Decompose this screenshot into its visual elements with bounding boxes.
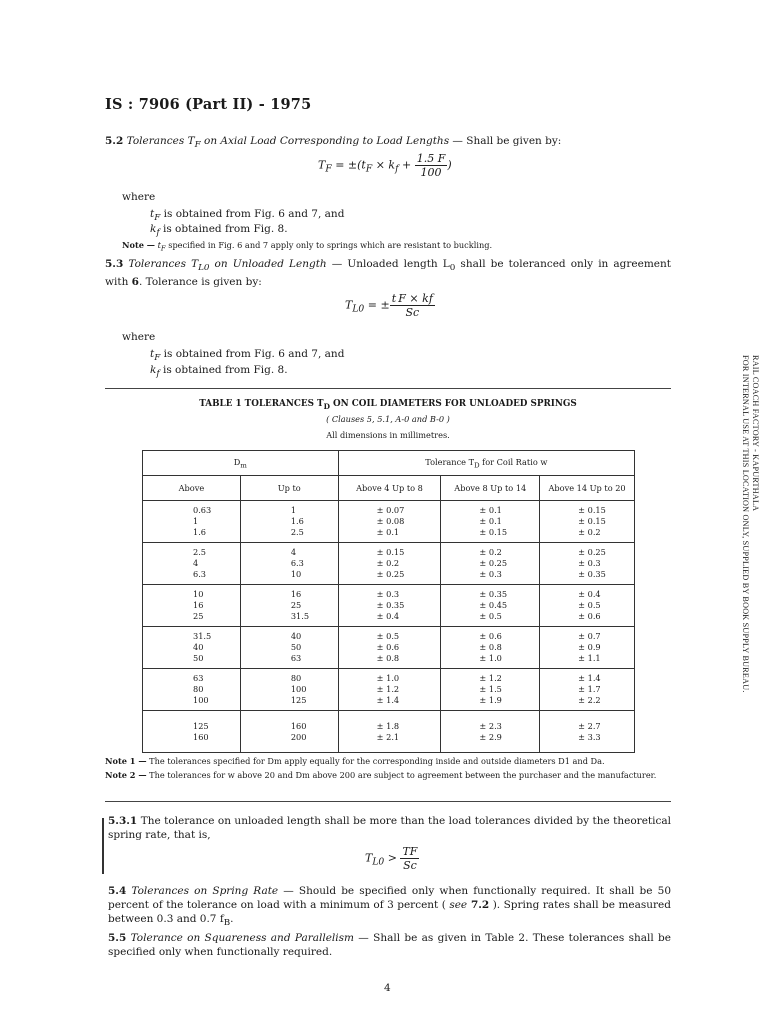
column-header: Up to [240, 476, 338, 501]
cell-value: 6.3 [290, 558, 304, 568]
cell-value: 100 [193, 695, 209, 705]
cell-value: ± 0.3 [479, 569, 502, 579]
fraction: $\frac{\text{t F × kf}}{Sc}$ [391, 292, 433, 319]
table-row [143, 501, 635, 543]
cell-value: ± 0.8 [479, 642, 502, 652]
section-5-3-1-paragraph: 5.3.1 The tolerance on unloaded length shall be more than the load tolerances divided by the theoretical spring rate, that is, [108, 815, 671, 841]
cell-value: 31.5 [193, 631, 212, 641]
cell-value: ± 1.0 [479, 653, 502, 663]
definition-kf: $k_f$ is obtained from Fig. 8. [150, 364, 288, 380]
cell-value: ± 0.4 [578, 589, 601, 599]
cell-value: 1.6 [290, 516, 304, 526]
cell-value: 63 [193, 673, 204, 683]
table-cell [143, 627, 241, 669]
watermark-sidebar [740, 355, 760, 693]
cell-value: ± 0.9 [578, 642, 601, 652]
section-5-2-heading [105, 134, 675, 152]
cell-value: ± 2.2 [578, 695, 601, 705]
cell-value: ± 0.15 [578, 516, 606, 526]
change-bar [102, 818, 104, 874]
definition-tf: $t_F$ is obtained from Fig. 6 and 7, and [150, 208, 345, 224]
fraction: $\frac{TF}{Sc}$ [402, 845, 418, 872]
table-cell [441, 585, 540, 627]
table-cell [338, 543, 441, 585]
table-cell [540, 501, 635, 543]
cell-value: 100 [290, 684, 307, 694]
cell-value: ± 0.4 [376, 611, 400, 621]
cell-value: 1.6 [193, 527, 207, 537]
table-cell [441, 669, 540, 711]
cell-value: ± 0.35 [479, 589, 508, 599]
cell-value: ± 1.7 [578, 684, 601, 694]
table-cell [540, 585, 635, 627]
cell-value: 200 [290, 731, 307, 742]
column-header: Above [143, 476, 241, 501]
table-cell [240, 627, 338, 669]
cell-value: ± 0.6 [376, 642, 400, 652]
section-text: — Shall be given by: [449, 135, 562, 147]
page-number: 4 [384, 982, 391, 994]
cell-value: 80 [193, 684, 204, 694]
table-row [143, 711, 635, 753]
table-cell [441, 627, 540, 669]
table-cell [240, 711, 338, 753]
header-tolerance: Tolerance $T_D$ for Coil Ratio w [338, 451, 634, 476]
table-title: TABLE 1 TOLERANCES $T_D$ ON COIL DIAMETERS FOR UNLOADED SPRINGS [199, 399, 577, 411]
cell-value: 6.3 [193, 569, 207, 579]
cell-value: ± 0.08 [376, 516, 405, 526]
cell-value: 25 [290, 600, 302, 610]
cell-value: ± 0.35 [578, 569, 606, 579]
cell-value: 80 [290, 673, 302, 683]
section-5-3-paragraph: 5.3 Tolerances $T_{L0}$ on Unloaded Length — Unloaded length $L_0$ shall be toleranced only in agreement with 6. Tolerance is given by: [105, 258, 671, 289]
cell-value: 10 [290, 569, 302, 579]
cell-value: ± 2.9 [479, 731, 502, 742]
cell-value: ± 0.15 [376, 547, 405, 557]
table-cell [240, 585, 338, 627]
cell-value: ± 0.25 [376, 569, 405, 579]
cell-value: 25 [193, 611, 204, 621]
definition-kf: $k_f$ is obtained from Fig. 8. [150, 223, 288, 239]
cell-value: 40 [193, 642, 204, 652]
table-group-header-row [143, 451, 635, 476]
table-cell [338, 669, 441, 711]
cell-value: ± 0.5 [376, 631, 400, 641]
cell-value: 50 [290, 642, 302, 652]
cell-value: 50 [193, 653, 204, 663]
cell-value: 0.63 [193, 505, 212, 515]
where-label: where [122, 191, 156, 203]
cell-value: 16 [290, 589, 302, 599]
cell-value: ± 0.6 [479, 631, 502, 641]
cell-value: ± 0.25 [578, 547, 606, 557]
cell-value: ± 0.6 [578, 611, 601, 621]
cell-value: ± 0.3 [376, 589, 400, 599]
cell-value: ± 0.5 [479, 611, 502, 621]
table-cell [338, 627, 441, 669]
table-column-header-row [143, 476, 635, 501]
cell-value: ± 0.07 [376, 505, 405, 515]
table-row [143, 585, 635, 627]
cell-value: ± 0.25 [479, 558, 508, 568]
table-cell [240, 501, 338, 543]
table-cell [540, 711, 635, 753]
cell-value: ± 1.2 [376, 684, 400, 694]
formula-tl0: $T_{L0}$ = ± $\frac{\text{t F × kf}}{Sc}$ [345, 292, 433, 319]
table-cell [338, 585, 441, 627]
table-cell [338, 501, 441, 543]
cell-value: ± 0.3 [578, 558, 601, 568]
table-note-1: Note 1 — The tolerances specified for Dm apply equally for the corresponding inside and outside diameters D1 and Da. [105, 756, 605, 766]
cell-value: ± 1.1 [578, 653, 601, 663]
cell-value: ± 1.8 [376, 720, 400, 731]
cell-value: 63 [290, 653, 302, 663]
definition-tf: $t_F$ is obtained from Fig. 6 and 7, and [150, 348, 345, 364]
table-cell [338, 711, 441, 753]
cell-value: ± 0.15 [479, 527, 508, 537]
cell-value: 31.5 [290, 611, 310, 621]
table-clauses: ( Clauses 5, 5.1, A-0 and B-0 ) [326, 414, 450, 424]
cell-value: 2.5 [290, 527, 304, 537]
table-cell [240, 543, 338, 585]
cell-value: ± 0.2 [578, 527, 601, 537]
table-cell [441, 543, 540, 585]
table-cell [143, 711, 241, 753]
table-cell [441, 711, 540, 753]
cell-value: 160 [290, 720, 307, 731]
table-cell [143, 585, 241, 627]
table-row [143, 669, 635, 711]
cell-value: 125 [193, 720, 209, 731]
section-title: Tolerances $T_F$ on Axial Load Corresponding to Load Lengths [126, 135, 450, 151]
cell-value: ± 0.1 [376, 527, 400, 537]
section-divider [105, 388, 671, 389]
header-dm: $D_m$ [143, 451, 339, 476]
table-cell [143, 501, 241, 543]
cell-value: 4 [290, 547, 297, 557]
section-number: 5.2 [105, 135, 124, 147]
table-cell [540, 627, 635, 669]
table-units: All dimensions in millimetres. [326, 430, 450, 440]
cell-value: ± 0.5 [578, 600, 601, 610]
cell-value: ± 2.7 [578, 720, 601, 731]
cell-value: ± 2.3 [479, 720, 502, 731]
cell-value: ± 1.0 [376, 673, 400, 683]
note-buckling: Note — $t_F$ specified in Fig. 6 and 7 apply only to springs which are resistant to buckling. [122, 240, 493, 253]
cell-value: 160 [193, 731, 209, 742]
fraction: $\frac{1.5 F}{100}$ [416, 152, 446, 179]
section-5-5-paragraph: 5.5 Tolerance on Squareness and Parallelism — Shall be as given in Table 2. These tolerances shall be specified only when functionally required. [108, 932, 671, 958]
cell-value: ± 1.4 [376, 695, 400, 705]
cell-value: ± 0.1 [479, 516, 502, 526]
cell-value: ± 0.2 [376, 558, 400, 568]
cell-value: ± 0.35 [376, 600, 405, 610]
cell-value: 1 [290, 505, 297, 515]
cell-value: 16 [193, 600, 204, 610]
table-cell [441, 501, 540, 543]
table-row [143, 543, 635, 585]
cell-value: 125 [290, 695, 307, 705]
formula-tf: $T_F = \pm(t_F \times k_f$ + $\frac{1.5 F}{100}$ ) [318, 152, 452, 179]
cell-value: ± 3.3 [578, 731, 601, 742]
where-label: where [122, 331, 156, 343]
section-5-4-paragraph: 5.4 Tolerances on Spring Rate — Should be specified only when functionally required. It shall be 50 percent of the tolerance on load with a minimum of 3 percent ( see 7.2 ). Spring rates shall be measured between 0.3 and 0.7 $f_B$. [108, 885, 671, 929]
cell-value: ± 1.9 [479, 695, 502, 705]
cell-value: ± 0.15 [578, 505, 606, 515]
cell-value: 10 [193, 589, 204, 599]
cell-value: ± 1.5 [479, 684, 502, 694]
tolerance-table [142, 450, 635, 753]
cell-value: 40 [290, 631, 302, 641]
sidebar-line: FOR INTERNAL USE AT THIS LOCATION ONLY, SUPPLIED BY BOOK SUPPLY BUREAU. [741, 355, 750, 693]
table-cell [540, 669, 635, 711]
sidebar-line: RAIL COACH FACTORY - KAPURTHALA [751, 355, 760, 512]
column-header: Above 4 Up to 8 [338, 476, 441, 501]
section-divider [105, 801, 671, 802]
cell-value: ± 0.1 [479, 505, 502, 515]
standard-header: IS : 7906 (Part II) - 1975 [105, 96, 312, 113]
formula-tl0-inequality: $T_{L0}$ > $\frac{TF}{Sc}$ [365, 845, 418, 872]
cell-value: ± 0.2 [479, 547, 502, 557]
cell-value: ± 0.8 [376, 653, 400, 663]
table-cell [240, 669, 338, 711]
table-cell [143, 669, 241, 711]
cell-value: ± 2.1 [376, 731, 400, 742]
table-row [143, 627, 635, 669]
table-note-2: Note 2 — The tolerances for w above 20 and Dm above 200 are subject to agreement between the purchaser and the manufacturer. [105, 770, 657, 780]
cell-value: ± 1.2 [479, 673, 502, 683]
cell-value: ± 1.4 [578, 673, 601, 683]
cell-value: 2.5 [193, 547, 207, 557]
cell-value: 4 [193, 558, 199, 568]
column-header: Above 8 Up to 14 [441, 476, 540, 501]
cell-value: ± 0.7 [578, 631, 601, 641]
table-cell [143, 543, 241, 585]
column-header: Above 14 Up to 20 [540, 476, 635, 501]
cell-value: 1 [193, 516, 199, 526]
cell-value: ± 0.45 [479, 600, 508, 610]
table-cell [540, 543, 635, 585]
